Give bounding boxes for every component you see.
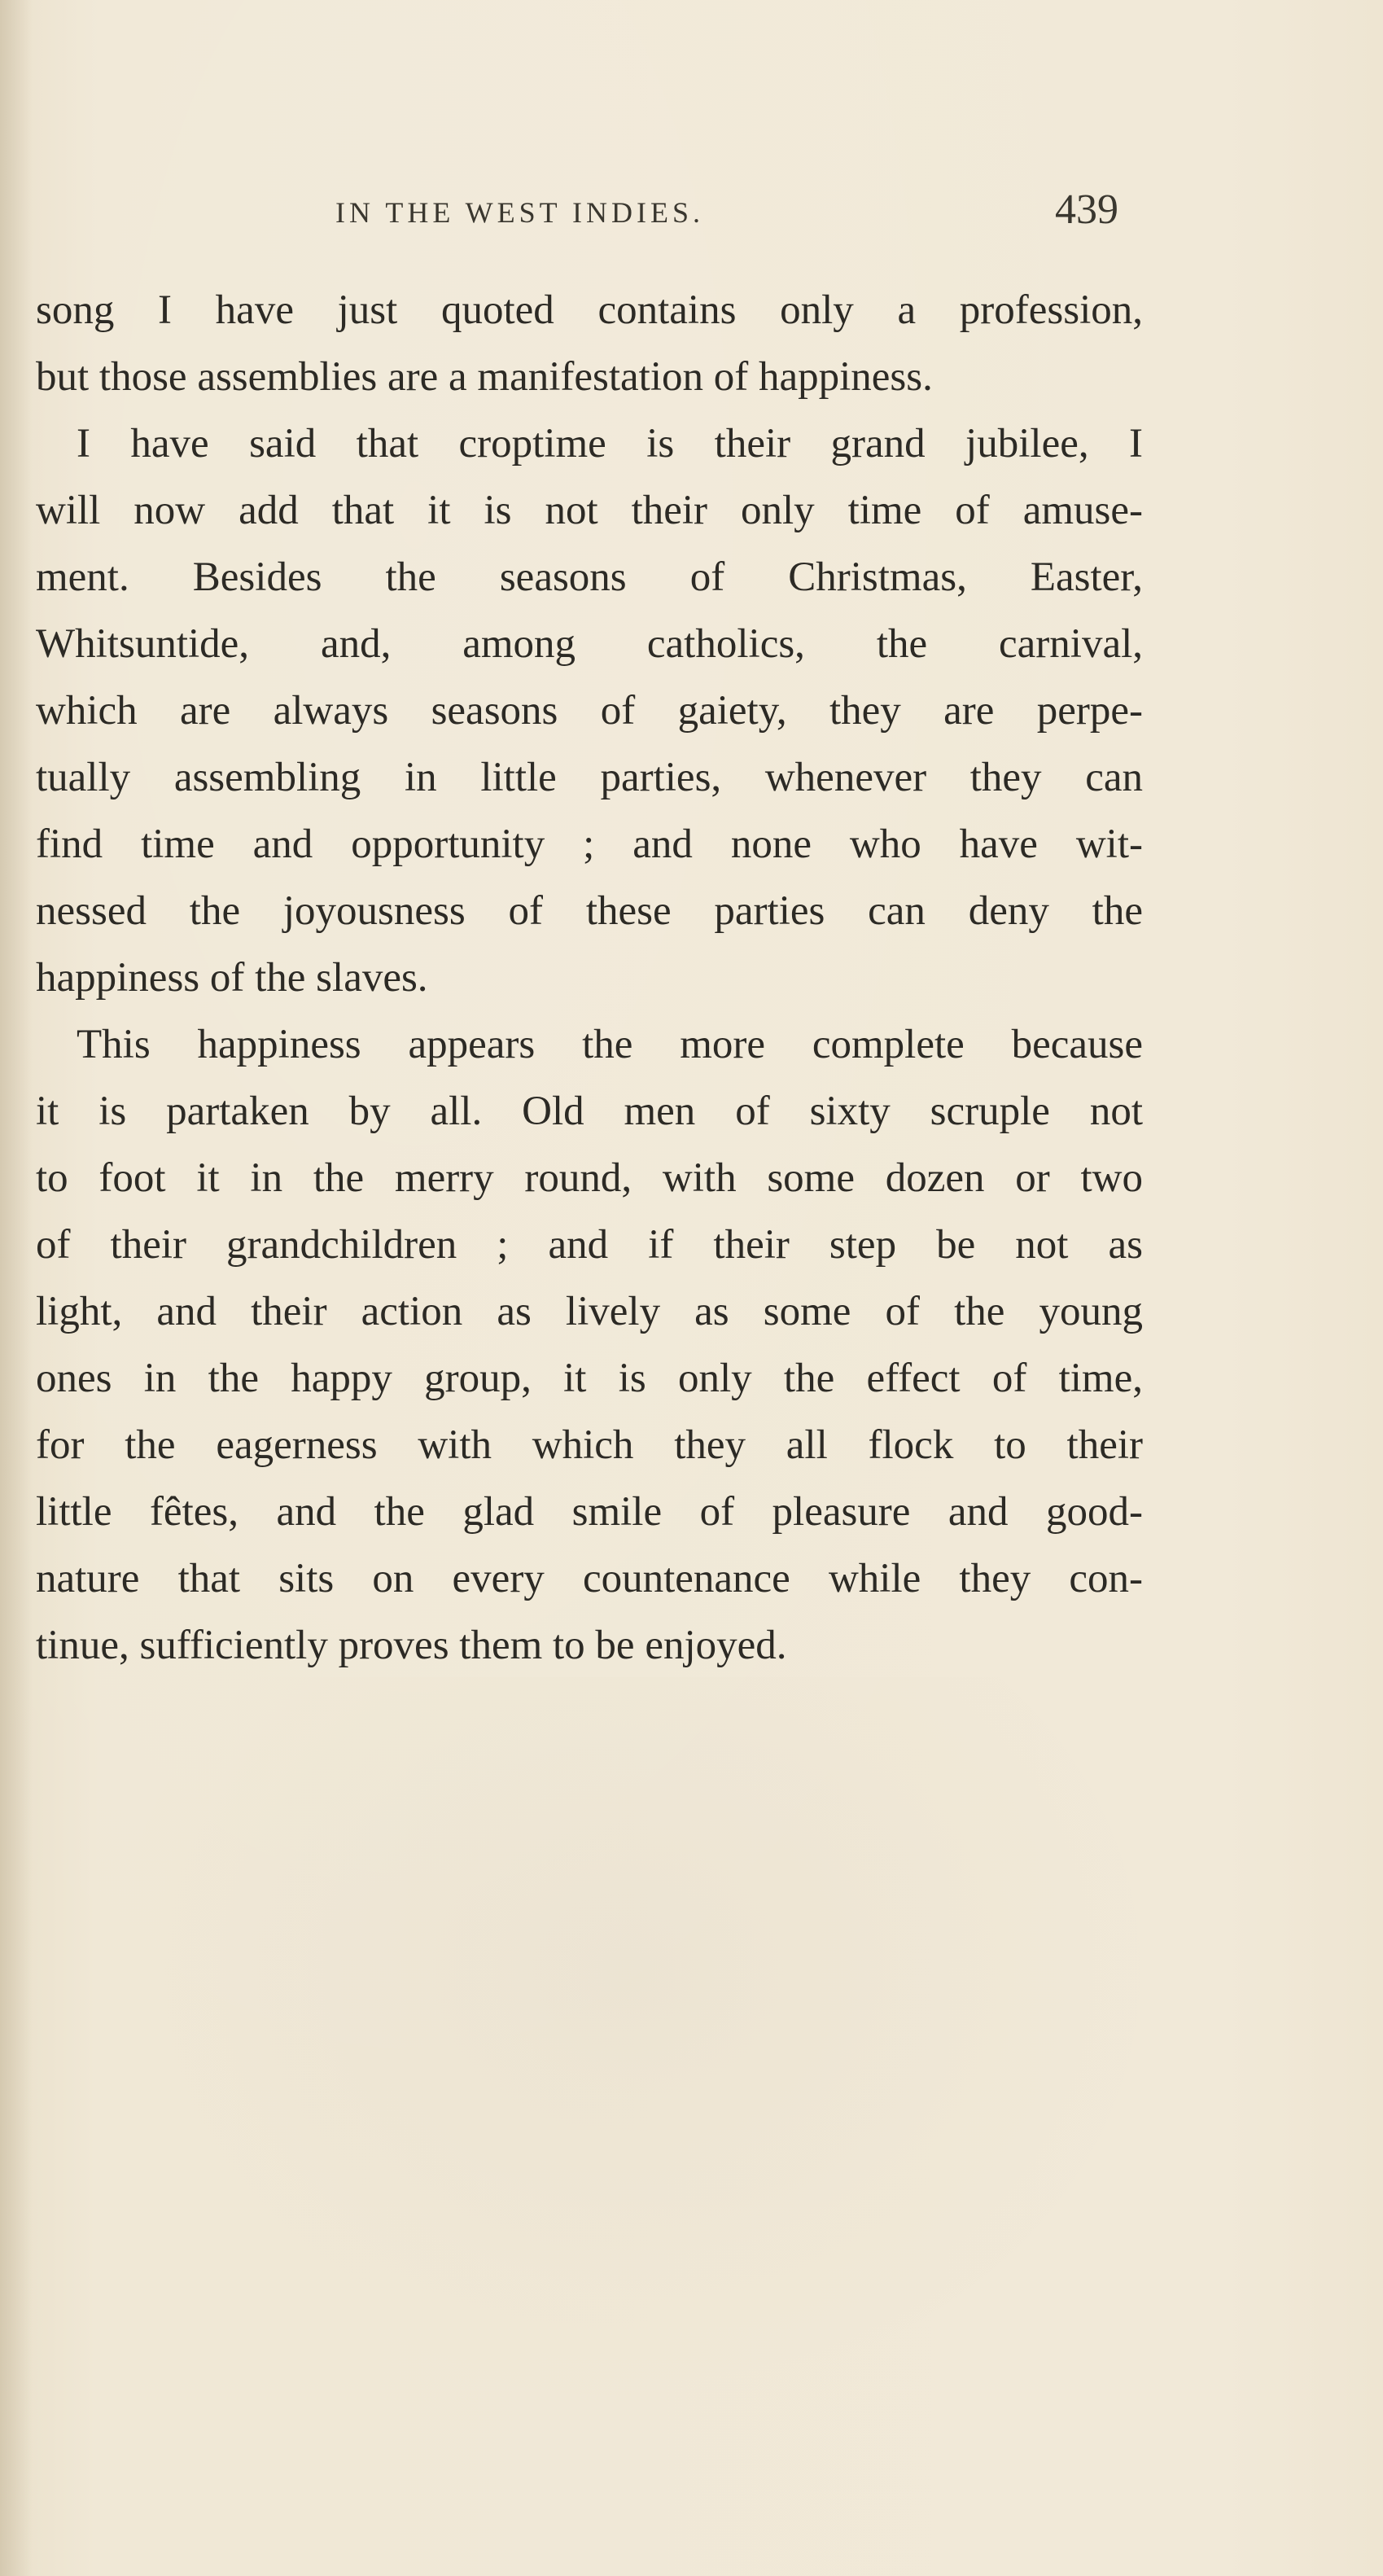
body-text bbox=[36, 277, 1143, 1679]
text-line: find time and opportunity ; and none who have wit- bbox=[36, 821, 1143, 867]
spine-shadow bbox=[0, 0, 33, 2576]
text-line: for the eagerness with which they all flock to their bbox=[36, 1422, 1143, 1468]
show-through-bleed bbox=[98, 1677, 1156, 2410]
text-line: tually assembling in little parties, whenever they can bbox=[36, 755, 1143, 800]
text-line: ones in the happy group, it is only the effect of time, bbox=[36, 1356, 1143, 1401]
text-line: which are always seasons of gaiety, they are perpe- bbox=[36, 688, 1143, 734]
paragraph-2 bbox=[36, 410, 1143, 1011]
text-line: This happiness appears the more complete because bbox=[77, 1022, 1143, 1067]
text-line: will now add that it is not their only time of amuse- bbox=[36, 488, 1143, 533]
paragraph-3 bbox=[36, 1011, 1143, 1679]
page-number: 439 bbox=[1055, 186, 1118, 233]
text-line: it is partaken by all. Old men of sixty scruple not bbox=[36, 1089, 1143, 1134]
text-line: Whitsuntide, and, among catholics, the carnival, bbox=[36, 621, 1143, 667]
text-line: I have said that croptime is their grand jubilee, I bbox=[77, 421, 1143, 467]
text-line: nature that sits on every countenance while they con- bbox=[36, 1556, 1143, 1601]
text-line: tinue, sufficiently proves them to be enjoyed. bbox=[36, 1623, 787, 1668]
running-title: IN THE WEST INDIES. bbox=[335, 196, 704, 229]
text-line: of their grandchildren ; and if their step be not as bbox=[36, 1222, 1143, 1268]
text-line: to foot it in the merry round, with some dozen or two bbox=[36, 1155, 1143, 1201]
text-line: ment. Besides the seasons of Christmas, Easter, bbox=[36, 554, 1143, 600]
paragraph-1 bbox=[36, 277, 1143, 410]
text-line: song I have just quoted contains only a profession, bbox=[36, 287, 1143, 333]
running-head bbox=[0, 186, 1383, 243]
text-line: happiness of the slaves. bbox=[36, 955, 428, 1001]
text-line: light, and their action as lively as some of the young bbox=[36, 1289, 1143, 1334]
text-line: little fêtes, and the glad smile of pleasure and good- bbox=[36, 1489, 1143, 1535]
text-line: nessed the joyousness of these parties can deny the bbox=[36, 888, 1143, 934]
text-line: but those assemblies are a manifestation of happiness. bbox=[36, 354, 933, 400]
